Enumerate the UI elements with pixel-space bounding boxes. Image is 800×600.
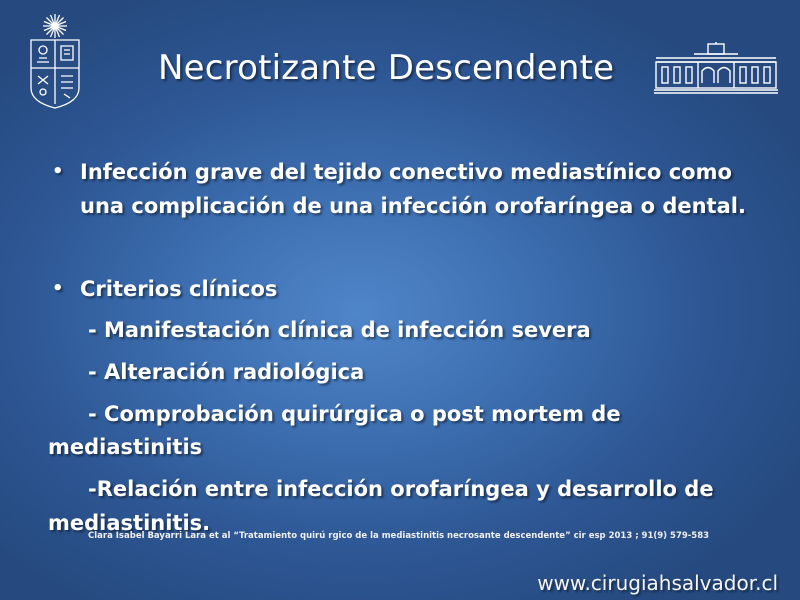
hospital-building-icon xyxy=(654,42,778,94)
criteria-item: -Relación entre infección orofaríngea y desarrollo de xyxy=(88,477,714,501)
criteria-item-continuation: mediastinitis. xyxy=(48,511,211,535)
criteria-item: - Manifestación clínica de infección severa xyxy=(88,318,591,342)
criteria-item: - Comprobación quirúrgica o post mortem de xyxy=(88,402,621,426)
criteria-item: - Alteración radiológica xyxy=(88,360,365,384)
bullet-text: Infección grave del tejido conectivo mediastínico como una complicación de una infección orofaríngea o dental. xyxy=(80,160,746,218)
bullet-marker: • xyxy=(52,161,64,182)
bullet-marker: • xyxy=(52,278,64,299)
bullet-text: Criterios clínicos xyxy=(80,277,278,301)
citation: Clara Isabel Bayarri Lara et al “Tratamiento quirú rgico de la mediastinitis necrosante descendente” cir esp 2013 ; 91(9) 579-583 xyxy=(88,531,710,541)
criteria-item-continuation: mediastinitis xyxy=(48,435,203,459)
university-crest-icon xyxy=(28,10,82,110)
slide-title: Necrotizante Descendente xyxy=(158,48,615,88)
website-url: www.cirugiahsalvador.cl xyxy=(537,571,778,595)
